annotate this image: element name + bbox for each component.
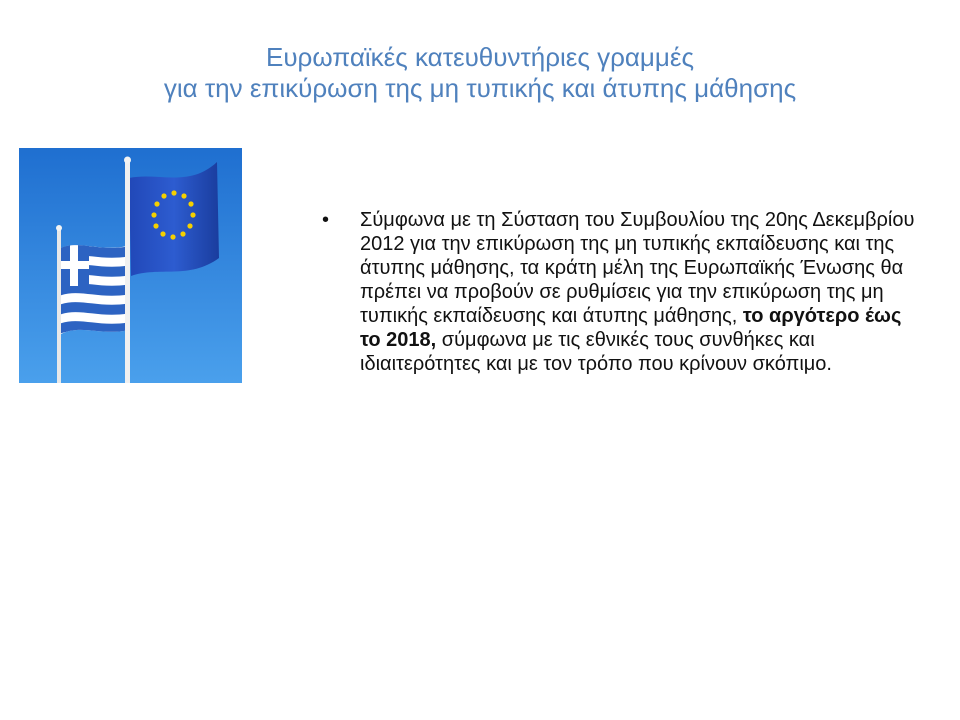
eu-flag-icon bbox=[129, 162, 219, 276]
bullet-list bbox=[320, 208, 920, 376]
bullet-text-bold: το αργότερο έως το 2018, bbox=[360, 305, 902, 351]
bullet-text bbox=[360, 208, 920, 376]
bullet-text-start: Σύμφωνα με τη Σύσταση του Συμβουλίου της 20ης Δεκεμβρίου 2012 για την επικύρωση της μη τυπικής εκπαίδευσης και της άτυπης μάθησης, τα κράτη μέλη της Ευρωπαϊκής Ένωσης θα πρέπει να προβούν σε ρυθμίσεις για την επικύρωση της μη τυπικής εκπαίδευσης και άτυπης μάθησης, bbox=[360, 209, 915, 327]
bullet-marker: • bbox=[322, 209, 330, 231]
greek-flag-icon bbox=[59, 244, 131, 334]
slide-title-line-2: για την επικύρωση της μη τυπικής και άτυπης μάθησης bbox=[163, 73, 797, 103]
slide-title-line-1: Ευρωπαϊκές κατευθυντήριες γραμμές bbox=[265, 42, 695, 72]
bullet-item bbox=[320, 208, 920, 376]
bullet-text-end: σύμφωνα με τις εθνικές τους συνθήκες και ιδιαιτερότητες και με τον τρόπο που κρίνουν σκόπιμο. bbox=[360, 329, 832, 375]
slide-title bbox=[40, 42, 920, 104]
greek-and-eu-flags-image bbox=[19, 148, 242, 383]
